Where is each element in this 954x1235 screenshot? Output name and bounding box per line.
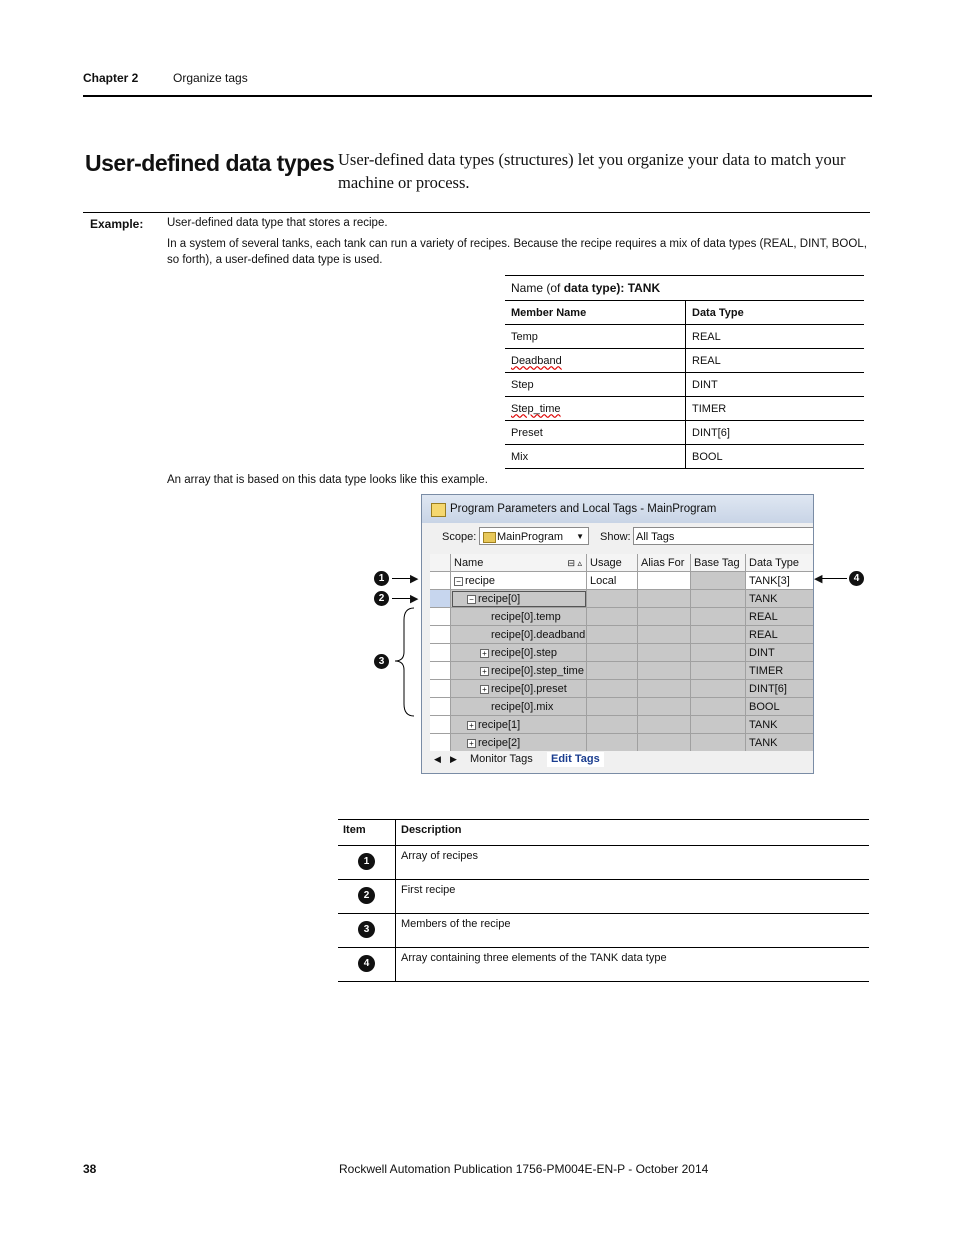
member-type: DINT[6] [686,421,865,445]
row-selector[interactable] [430,608,451,626]
base-tag-cell [691,608,746,626]
table-row[interactable] [430,644,814,662]
collapse-icon[interactable]: − [454,577,463,586]
sort-icon[interactable]: ⊟ ▵ [567,558,582,568]
member-type: REAL [686,325,865,349]
expand-icon[interactable]: + [480,649,489,658]
data-type-cell[interactable]: TANK[3] [746,572,814,590]
table-row [338,914,869,948]
tag-name: recipe[2] [478,737,521,749]
tag-name-cell[interactable] [451,734,587,752]
chapter-label: Chapter 2 [83,71,139,85]
datatype-name-prefix: Name (of [511,281,564,295]
row-selector[interactable] [430,590,451,608]
item-number-badge: 4 [358,955,375,972]
item-table [338,819,869,982]
table-row[interactable] [430,680,814,698]
show-label: Show: [600,531,631,543]
section-title: User-defined data types [85,150,335,176]
base-tag-cell [691,734,746,752]
data-type-cell[interactable]: TANK [746,590,814,608]
usage-cell[interactable]: Local [587,572,638,590]
expand-icon[interactable]: + [467,739,476,748]
scope-value: MainProgram [497,531,564,543]
tag-name: recipe[0].preset [491,683,567,695]
tab-bar [430,751,814,769]
section-intro: User-defined data types (structures) let you organize your data to match your machine or process. [338,150,846,192]
table-row[interactable] [430,662,814,680]
datatype-header-row [505,301,864,325]
arrow-head-icon: ◀ [814,573,823,585]
scroll-left-icon[interactable]: ◀ [434,754,441,764]
tag-name: recipe[0].mix [491,701,554,713]
tag-name-cell[interactable] [451,608,587,626]
item-col-header: Item [338,820,396,846]
member-type: TIMER [686,397,865,421]
tags-window [421,494,814,774]
row-selector[interactable] [430,626,451,644]
header-rule [83,95,872,97]
folder-icon [483,532,496,543]
data-type-cell[interactable]: BOOL [746,698,814,716]
alias-for-cell[interactable] [638,662,691,680]
datatype-name-row [505,276,864,301]
callout-4: 4 [849,571,864,586]
callout-1: 1 [374,571,389,586]
publication-info: Rockwell Automation Publication 1756-PM004E-EN-P - October 2014 [339,1162,709,1176]
tag-name: recipe[0].deadband [491,629,586,641]
table-row[interactable] [430,698,814,716]
table-row [505,349,864,373]
example-line-1: User-defined data type that stores a recipe. [167,217,388,229]
expand-icon[interactable]: + [467,721,476,730]
tag-name-cell[interactable] [451,698,587,716]
tag-name-cell[interactable] [451,572,587,590]
callout-4-arrow [822,578,847,579]
alias-for-cell[interactable] [638,680,691,698]
tag-name: recipe[0].step_time [491,665,584,677]
base-tag-cell [691,698,746,716]
item-number-badge: 3 [358,921,375,938]
base-tag-cell [691,572,746,590]
tag-name: recipe[0].step [491,647,558,659]
array-caption: An array that is based on this data type looks like this example. [167,474,488,486]
data-type-cell[interactable]: REAL [746,626,814,644]
tag-name-cell[interactable] [451,590,587,608]
item-header-row [338,820,869,846]
example-label: Example: [90,217,144,231]
chapter-title: Organize tags [173,71,248,85]
example-line-2: In a system of several tanks, each tank can run a variety of recipes. Because the recipe requires a mix of data types (REAL, DINT, BOOL, so forth), a user-defined data type is used. [167,238,867,266]
member-name: Deadband [511,354,562,367]
tag-name: recipe [465,575,495,587]
dropdown-arrow-icon: ▼ [576,532,584,541]
grid-header [430,554,814,572]
table-row[interactable] [430,608,814,626]
alias-for-cell[interactable] [638,626,691,644]
col-name[interactable]: Name ⊟ ▵ [451,554,587,572]
table-row [505,421,864,445]
usage-cell[interactable] [587,698,638,716]
item-number-badge: 2 [358,887,375,904]
table-row [505,397,864,421]
usage-cell[interactable] [587,680,638,698]
table-row [505,373,864,397]
row-selector[interactable] [430,662,451,680]
window-title: Program Parameters and Local Tags - MainProgram [450,503,717,515]
member-name: Temp [505,325,686,349]
callout-3: 3 [374,654,389,669]
show-value: All Tags [636,531,675,543]
scope-row [422,523,813,548]
data-type-header: Data Type [686,301,865,325]
usage-cell[interactable] [587,608,638,626]
tag-name-cell[interactable] [451,680,587,698]
base-tag-cell [691,626,746,644]
callout-2: 2 [374,591,389,606]
table-row [505,325,864,349]
arrow-head-icon: ▶ [410,593,419,605]
datatype-table [505,275,864,469]
data-type-cell[interactable]: TANK [746,716,814,734]
member-name: Step [505,373,686,397]
data-type-cell[interactable]: DINT [746,644,814,662]
tag-name: recipe[0] [478,593,521,605]
row-selector[interactable] [430,680,451,698]
item-description: Array containing three elements of the TANK data type [396,948,870,982]
data-type-cell[interactable]: TIMER [746,662,814,680]
member-type: DINT [686,373,865,397]
usage-cell[interactable] [587,626,638,644]
scope-label: Scope: [442,531,477,543]
usage-cell[interactable] [587,734,638,752]
row-selector[interactable] [430,734,451,752]
section-rule [83,212,870,213]
base-tag-cell [691,680,746,698]
col-base-tag[interactable]: Base Tag [691,554,746,572]
member-name: Mix [505,445,686,469]
usage-cell[interactable] [587,590,638,608]
member-name: Step_time [511,402,561,415]
member-name-header: Member Name [505,301,686,325]
alias-for-cell[interactable] [638,590,691,608]
datatype-name-value: data type): TANK [563,281,661,295]
scope-select[interactable] [479,527,589,545]
row-selector[interactable] [430,698,451,716]
alias-for-cell[interactable] [638,608,691,626]
table-row[interactable] [430,626,814,644]
data-type-cell[interactable]: DINT[6] [746,680,814,698]
tag-icon [431,503,446,517]
expand-icon[interactable]: + [480,667,489,676]
member-type: BOOL [686,445,865,469]
tab-edit-tags[interactable]: Edit Tags [547,752,604,767]
table-row [338,948,869,982]
datatype-name-cell [505,276,864,301]
callout-3-brace [392,606,416,718]
table-row [338,880,869,914]
table-row [505,445,864,469]
col-usage[interactable]: Usage [587,554,638,572]
tag-name: recipe[1] [478,719,521,731]
item-description: Array of recipes [396,846,870,880]
show-filter[interactable] [633,527,814,545]
col-alias-for[interactable]: Alias For [638,554,691,572]
data-type-cell[interactable]: TANK [746,734,814,752]
tag-name: recipe[0].temp [491,611,561,623]
usage-cell[interactable] [587,644,638,662]
usage-cell[interactable] [587,716,638,734]
description-col-header: Description [396,820,870,846]
table-row[interactable] [430,590,814,608]
item-description: Members of the recipe [396,914,870,948]
table-row[interactable] [430,572,814,590]
base-tag-cell [691,662,746,680]
table-row[interactable] [430,734,814,752]
col-data-type[interactable]: Data Type [746,554,814,572]
collapse-icon[interactable]: − [467,595,476,604]
member-type: REAL [686,349,865,373]
scroll-right-icon[interactable]: ▶ [450,754,457,764]
tag-name-cell[interactable] [451,662,587,680]
alias-for-cell[interactable] [638,698,691,716]
item-description: First recipe [396,880,870,914]
row-selector[interactable] [430,644,451,662]
expand-icon[interactable]: + [480,685,489,694]
member-name: Preset [505,421,686,445]
window-title-bar [422,495,813,523]
base-tag-cell [691,644,746,662]
row-selector[interactable] [430,716,451,734]
tag-name-cell[interactable] [451,716,587,734]
data-type-cell[interactable]: REAL [746,608,814,626]
table-row[interactable] [430,716,814,734]
tab-monitor-tags[interactable]: Monitor Tags [470,753,533,765]
alias-for-cell[interactable] [638,644,691,662]
page-number: 38 [83,1162,97,1176]
usage-cell[interactable] [587,662,638,680]
row-selector[interactable] [430,572,451,590]
arrow-head-icon: ▶ [410,573,419,585]
tag-name-cell[interactable] [451,626,587,644]
item-number-badge: 1 [358,853,375,870]
alias-for-cell[interactable] [638,716,691,734]
tag-name-cell[interactable] [451,644,587,662]
base-tag-cell [691,590,746,608]
table-row [338,846,869,880]
alias-for-cell[interactable] [638,734,691,752]
base-tag-cell [691,716,746,734]
header-select-cell [430,554,451,572]
alias-for-cell[interactable] [638,572,691,590]
